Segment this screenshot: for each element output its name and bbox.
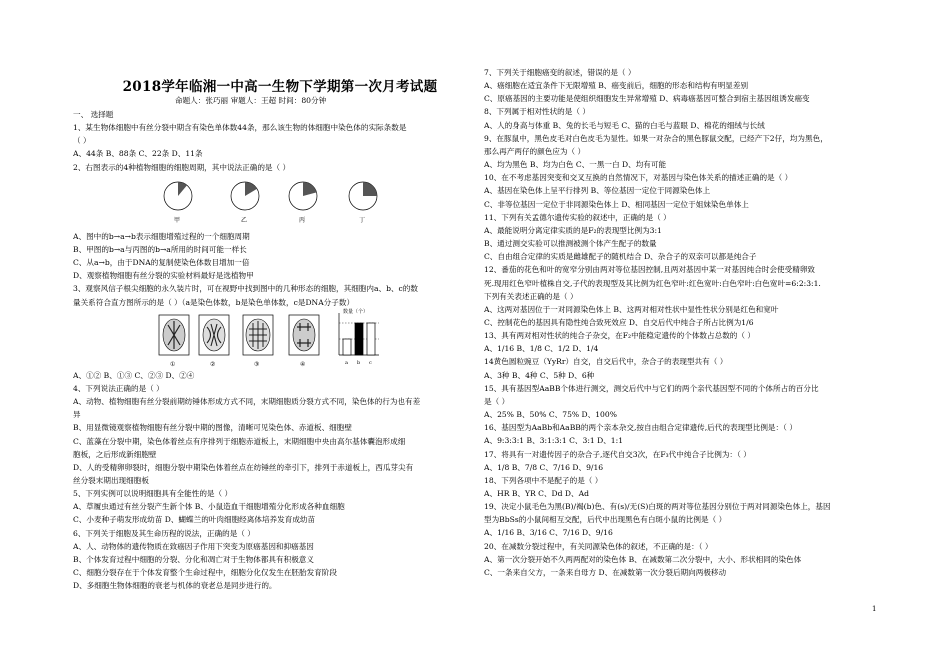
text-line: A、3种 B、4种 C、5种 D、6种: [484, 370, 595, 380]
text-line: （ ）: [73, 136, 91, 146]
page-number: 1: [872, 605, 877, 613]
hist-bar-b: [355, 323, 363, 355]
text-line: 10、在不考虑基因突变和交叉互换的自然情况下，对基因与染色体关系的描述正确的是（ ）: [484, 173, 793, 183]
text-line: 9、在豚鼠中，黑色皮毛对白色皮毛为显性。如果一对杂合的黑色豚鼠交配，已经产下2仔，均为黑色，: [484, 133, 828, 143]
text-line: B、甲图的b→a与丙图的b→a所用的时间可能一样长: [73, 244, 247, 254]
histogram-title: 数量（个）: [343, 308, 369, 315]
text-line: C、控制花色的基因具有隐性纯合致死效应 D、自交后代中纯合子所占比例为1/6: [484, 317, 754, 327]
text-line: 5、下列实例可以说明细胞具有全能性的是（ ）: [73, 489, 233, 499]
left-column: [73, 108, 465, 592]
text-line: 19、决定小鼠毛色为黑(B)/褐(b)色、有(s)/无(S)白斑的两对等位基因分别位于两对同源染色体上，基因: [484, 502, 831, 512]
text-line: 16、基因型为AaBb和AaBB的两个亲本杂交,按自由组合定律遗传,后代的表现型比例是：（ ）: [484, 423, 797, 433]
hist-bar-c: [367, 323, 375, 355]
text-line: A、9:3:3:1 B、3:1:3:1 C、3:1 D、1:1: [484, 436, 624, 446]
text-line: 6、下列关于细胞及其生命历程的说法，正确的是（ ）: [73, 528, 255, 538]
text-line: A、人的身高与体重 B、兔的长毛与短毛 C、猫的白毛与蓝眼 D、棉花的细绒与长绒: [484, 120, 765, 130]
cell-division-figure: [73, 309, 465, 369]
text-line: C、非等位基因一定位于非同源染色体上 D、相同基因一定位于姐妹染色单体上: [484, 199, 749, 209]
text-line: A、最能说明分离定律实质的是F₂的表现型比例为3:1: [484, 225, 662, 235]
text-line: B、个体发育过程中细胞的分裂、分化和凋亡对于生物体都具有积极意义: [73, 554, 314, 564]
cell-image-2: [199, 315, 229, 355]
text-line: A、1/8 B、7/8 C、7/16 D、9/16: [484, 462, 604, 472]
text-line: A、人、动物体的遗传物质在致癌因子作用下突变为原癌基因和抑癌基因: [73, 541, 314, 551]
text-line: B、通过测交实验可以推测被测个体产生配子的数量: [484, 239, 657, 249]
hist-label-b: b: [357, 359, 361, 366]
section-heading: 一、 选择题: [73, 110, 114, 119]
text-line: 型为BbSs的小鼠间相互交配，后代中出现黑色有白斑小鼠的比例是（ ）: [484, 515, 727, 525]
text-line: A、1/16 B、3/16 C、7/16 D、9/16: [484, 528, 613, 538]
text-line: A、这两对基因位于一对同源染色体上 B、这两对相对性状中显性性状分别是红色和宽叶: [484, 304, 779, 314]
text-line: 17、将具有一对遗传因子的杂合子,逐代自交3次，在F₃代中纯合子比例为：（ ）: [484, 449, 751, 459]
pie-label-1: 甲: [174, 216, 181, 224]
cell-cycle-figure: [73, 174, 465, 230]
text-line: D、人的受精卵卵裂时，细胞分裂中期染色体着丝点在纺锤丝的牵引下，排列于赤道板上，西瓜芽尖有: [73, 462, 414, 472]
text-line: 是（ ）: [484, 396, 510, 406]
hist-label-a: a: [345, 359, 348, 366]
text-line: 8、下列属于相对性状的是（ ）: [484, 107, 590, 117]
cell-image-4: [289, 315, 319, 355]
text-line: D、多细胞生物体细胞的衰老与机体的衰老总是同步进行的。: [73, 581, 277, 591]
author-line: 命题人：张巧丽 审题人：王超 时间：80分钟: [175, 96, 327, 105]
text-line: A、草履虫通过有丝分裂产生新个体 B、小鼠造血干细胞增殖分化形成各种血细胞: [73, 502, 345, 512]
page-title: 2018学年临湘一中高一生物下学期第一次月考试题: [122, 79, 438, 95]
text-line: C、小麦种子萌发形成幼苗 D、蝴蝶兰的叶肉细胞经离体培养发育成幼苗: [73, 515, 316, 525]
cell-image-3: [243, 315, 273, 355]
pie-label-3: 丙: [299, 216, 306, 224]
cell-label-4: ④: [300, 360, 306, 368]
pie-chart-3: [289, 182, 317, 210]
text-line: A、44条 B、88条 C、22条 D、11条: [73, 149, 203, 159]
text-line: 4、下列说法正确的是（ ）: [73, 383, 164, 393]
cell-division-images: [73, 309, 465, 369]
text-line: 2、右图表示的4种植物细胞的细胞周期，其中说法正确的是（ ）: [73, 162, 291, 172]
cell-cycle-pies: [73, 174, 465, 230]
hist-label-c: c: [369, 359, 372, 366]
text-line: A、基因在染色体上呈平行排列 B、等位基因一定位于同源染色体上: [484, 186, 711, 196]
text-line: 异: [73, 410, 81, 420]
cell-label-1: ①: [170, 360, 176, 368]
text-line: D、观察植物细胞有丝分裂的实验材料最好是选植物甲: [73, 271, 254, 281]
text-line: 胞板，之后形成新细胞壁: [73, 449, 157, 459]
text-line: A、动物、植物细胞有丝分裂前期纺锤体形成方式不同，末期细胞质分裂方式不同，染色体的行为也有差: [73, 397, 421, 407]
pie-label-4: 丁: [359, 216, 366, 224]
pie-chart-2: [231, 182, 259, 210]
question-block: [73, 121, 465, 174]
hist-bar-a: [343, 339, 351, 355]
text-line: 下列有关表述正确的是（ ）: [484, 291, 578, 301]
text-line: A、25% B、50% C、75% D、100%: [484, 410, 617, 420]
text-line: 14黄色圆粒豌豆（YyRr）自交，自交后代中，杂合子的表现型共有（ ）: [484, 357, 728, 367]
pie-chart-4: [349, 182, 377, 210]
text-line: C、从a→b，由于DNA的复制使染色体数目增加一倍: [73, 258, 250, 268]
text-line: 1、某生物体细胞中有丝分裂中期含有染色单体数44条，那么该生物的体细胞中染色体的实际条数是: [73, 123, 407, 133]
text-line: A、癌细胞在适宜条件下无限增殖 B、癌变前后，细胞的形态和结构有明显差别: [484, 81, 749, 91]
pie-label-2: 乙: [241, 216, 248, 224]
text-line: A、①② B、①③ C、②③ D、②④: [73, 370, 195, 380]
cell-label-2: ②: [210, 360, 216, 368]
chromosome-histogram: [339, 313, 379, 355]
text-line: 3、观察风信子根尖细胞的永久装片时，可在视野中找到图中的几种形态的细胞，其细胞内a、b、c的数: [73, 284, 418, 294]
text-line: 丝分裂末期出现细胞板: [73, 475, 149, 485]
text-line: 12、番茄的花色和叶的宽窄分别由两对等位基因控制,且两对基因中某一对基因纯合时会使受精卵致: [484, 265, 816, 275]
text-line: 死.现用红色窄叶植株自交,子代的表现型及其比例为红色窄叶:红色宽叶:白色窄叶:白色宽叶=6:2:3:1.: [484, 278, 821, 288]
text-line: C、原癌基因的主要功能是使组织细胞发生异常增殖 D、病毒癌基因可整合到宿主基因组诱发癌变: [484, 94, 810, 104]
text-line: B、用显微镜观察植物细胞有丝分裂中期的图像，清晰可见染色体、赤道板、细胞壁: [73, 423, 352, 433]
text-line: C、自由组合定律的实质是雌雄配子的随机结合 D、杂合子的双亲可以都是纯合子: [484, 252, 757, 262]
text-line: 量关系符合直方图所示的是（ ）（a是染色体数，b是染色单体数，c是DNA分子数）: [73, 297, 355, 307]
text-line: A、图中的b→a→b表示细胞增殖过程的一个细胞周期: [73, 231, 250, 241]
question-block: [73, 369, 465, 593]
text-line: A、HR B、YR C、Dd D、Ad: [484, 489, 589, 498]
text-line: C、蓝藻在分裂中期，染色体着丝点有序排列于细胞赤道板上，末期细胞中央由高尔基体囊泡形成细: [73, 436, 406, 446]
cell-image-1: [159, 315, 189, 355]
text-line: 15、具有基因型AaBB个体进行测交，测交后代中与它们的两个亲代基因型不同的个体所占的百分比: [484, 383, 819, 393]
pie-chart-1: [164, 182, 192, 210]
text-line: 11、下列有关孟德尔遗传实验的叙述中，正确的是（ ）: [484, 212, 671, 222]
cell-label-3: ③: [254, 360, 260, 368]
text-line: 18、下列各项中不是配子的是（ ）: [484, 475, 603, 485]
text-line: 20、在减数分裂过程中，有关同源染色体的叙述，不正确的是：（ ）: [484, 541, 713, 551]
text-line: 那么再产两仔的颜色应为（ ）: [484, 146, 586, 156]
right-column: [484, 66, 876, 579]
text-line: 13、具有两对相对性状的纯合子杂交，在F₂中能稳定遗传的个体数占总数的（ ）: [484, 331, 755, 341]
text-line: A、均为黑色 B、均为白色 C、一黑一白 D、均有可能: [484, 160, 667, 170]
text-line: C、一条来自父方，一条来自母方 D、在减数第一次分裂后期向两极移动: [484, 567, 727, 577]
text-line: A、第一次分裂开始不久两两配对的染色体 B、在减数第二次分裂中，大小、形状相同的染色体: [484, 554, 802, 564]
text-line: 7、下列关于细胞癌变的叙述，错误的是（ ）: [484, 68, 636, 77]
text-line: C、细胞分裂存在于个体发育整个生命过程中，细胞分化仅发生在胚胎发育阶段: [73, 568, 337, 578]
question-block: [73, 230, 465, 309]
text-line: A、1/16 B、1/8 C、1/2 D、1/4: [484, 344, 599, 354]
